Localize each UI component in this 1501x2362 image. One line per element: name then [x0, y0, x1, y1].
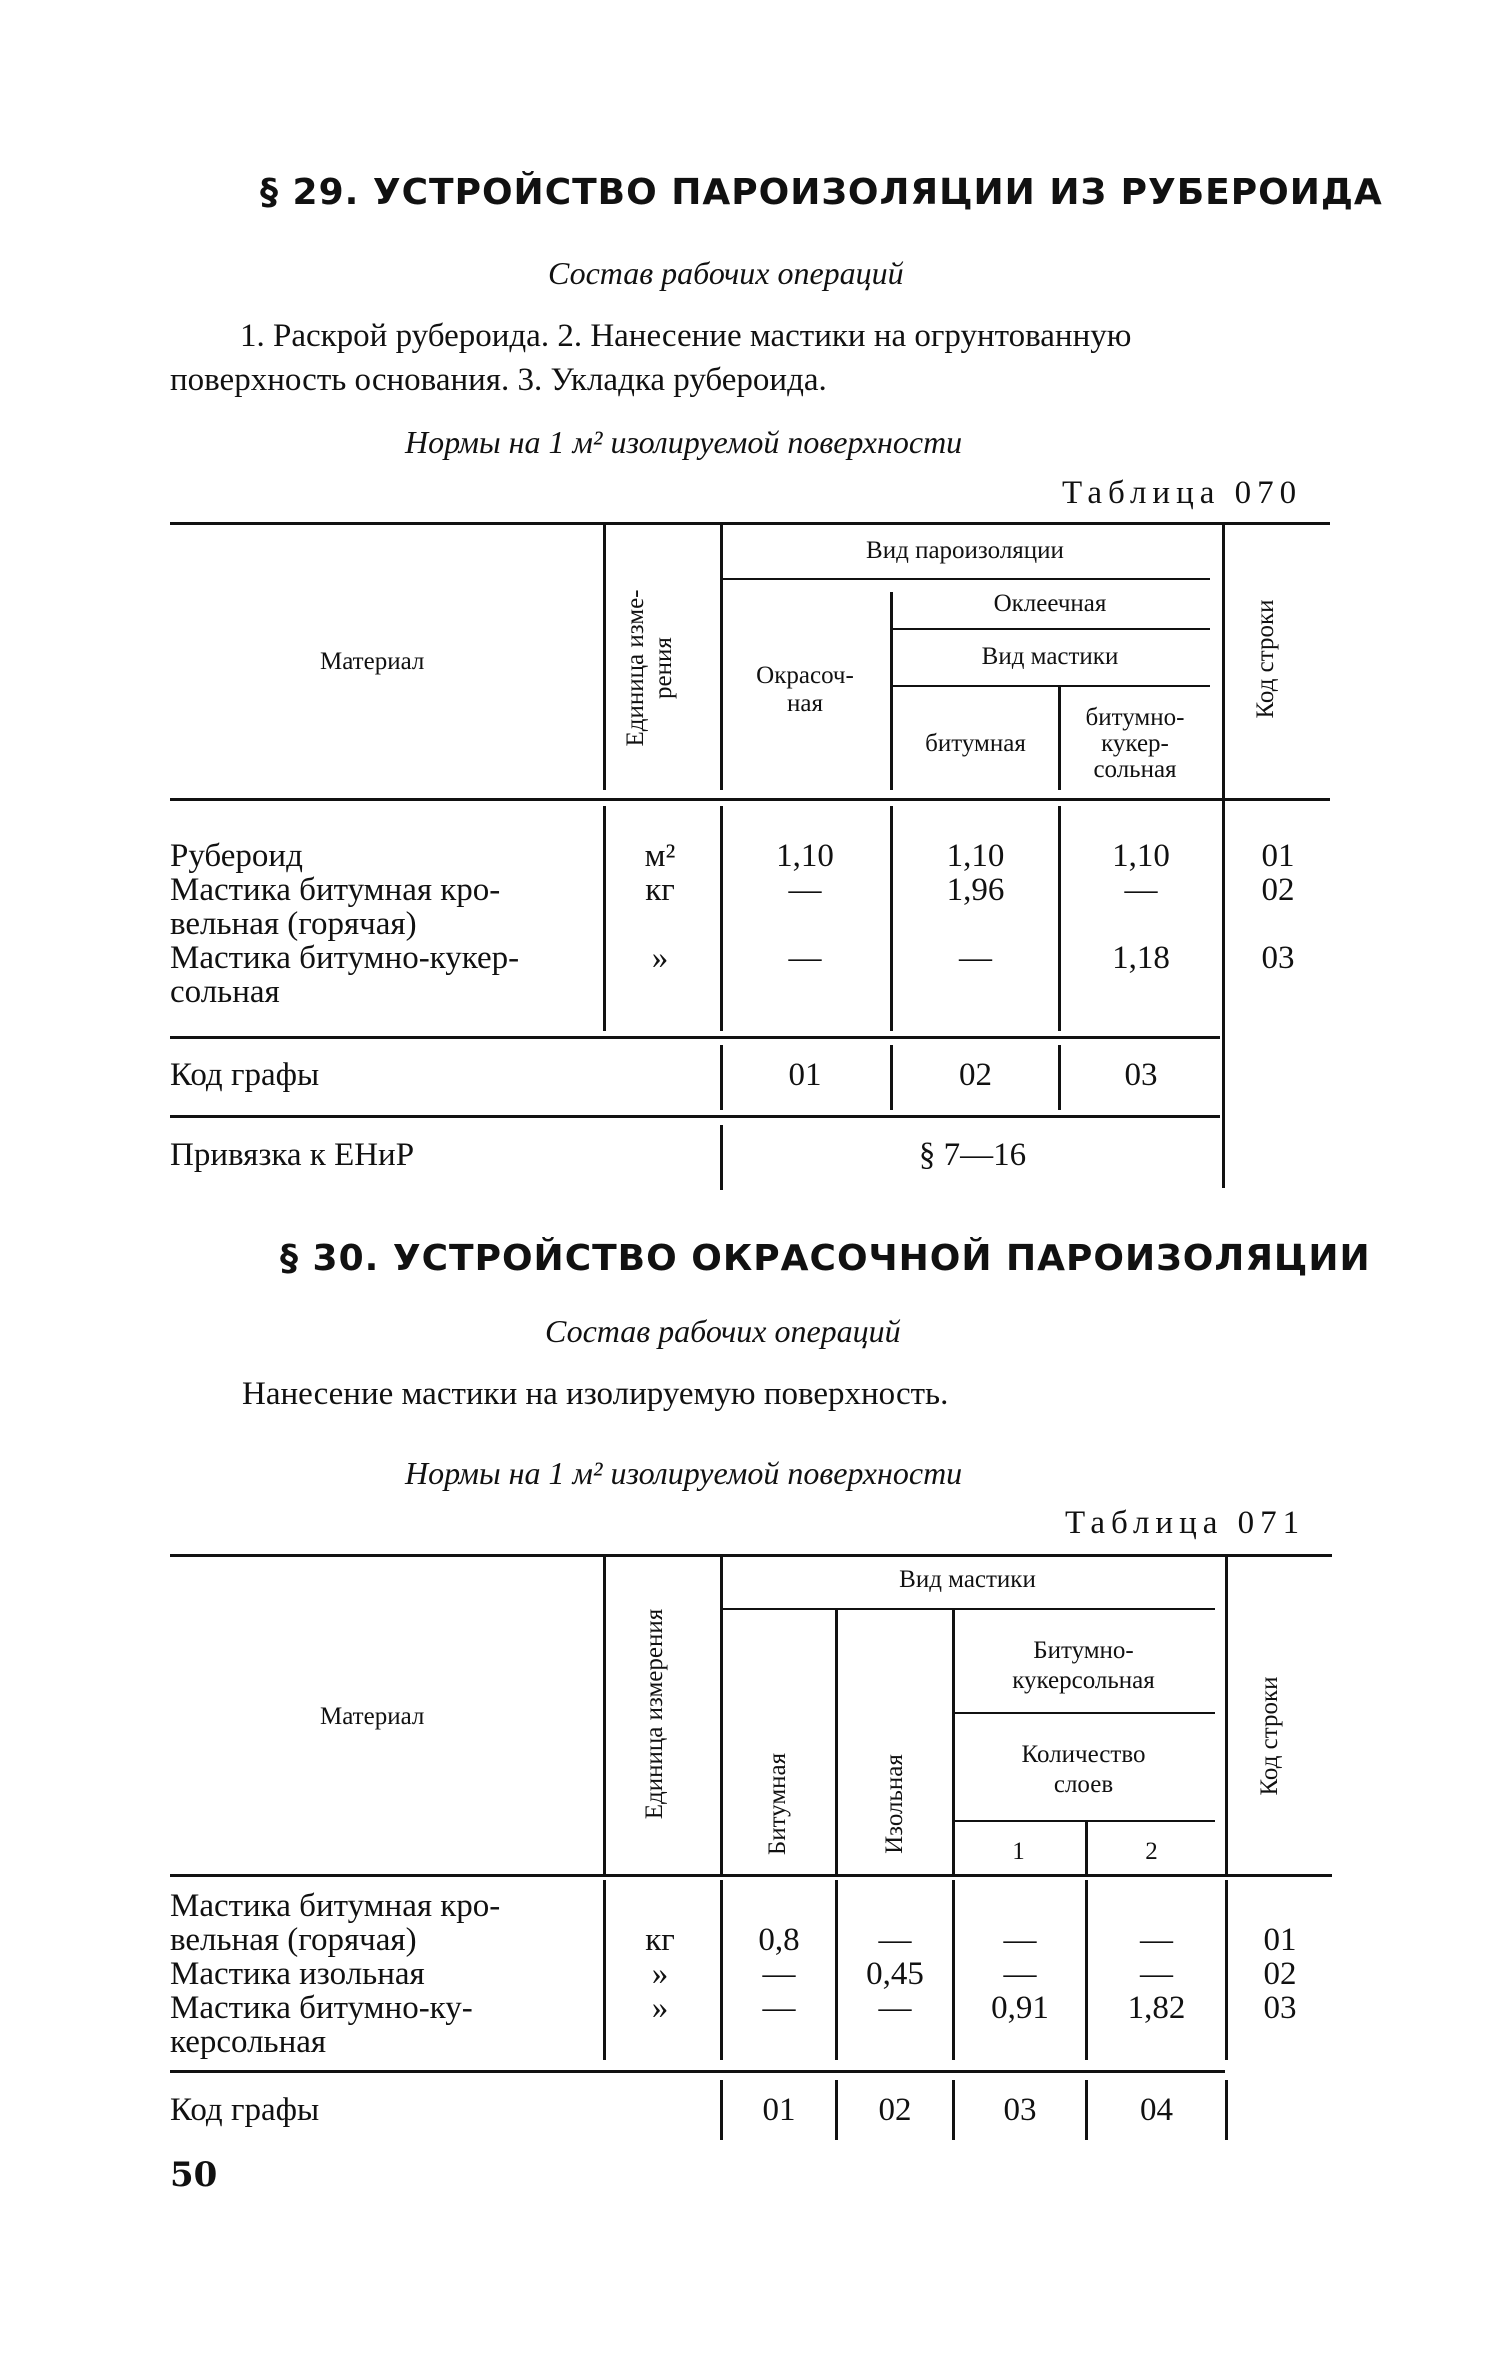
table-071-row-2-c1: —: [762, 1956, 796, 1992]
table-070-row-2-code: 02: [1261, 872, 1295, 908]
table-071-col-code-4: 04: [1140, 2092, 1173, 2128]
table-070-enir-value: § 7—16: [918, 1137, 1027, 1173]
table-071-row-3-material-cont: керсольная: [170, 2024, 327, 2060]
table-071-col-code-label: Код графы: [170, 2092, 320, 2128]
table-071-row-2-material: Мастика изольная: [170, 1956, 425, 1992]
table-070-row-2-c2: 1,96: [946, 872, 1005, 908]
table-071-row-1-material: Мастика битумная кро-: [170, 1888, 501, 1924]
table-071-row-2-unit: »: [651, 1956, 669, 1992]
table-071-header-code: Код строки: [1256, 1676, 1283, 1796]
table-070-row-2-c3: —: [1124, 872, 1158, 908]
table-071-col-code-1: 01: [762, 2092, 796, 2128]
table-071-header-layers: Количество слоев: [1021, 1741, 1146, 1798]
table-071-header-l1: 1: [1012, 1838, 1025, 1865]
page-number: 50: [170, 2155, 218, 2195]
table-071-row-3-unit: »: [651, 1990, 669, 2026]
table-070-row-2-material: Мастика битумная кро-: [170, 872, 501, 908]
section-30-title: § 30. УСТРОЙСТВО ОКРАСОЧНОЙ ПАРОИЗОЛЯЦИИ: [280, 1238, 1371, 1279]
table-070-row-3-material: Мастика битумно-кукер-: [170, 940, 520, 976]
table-071-row-2-c2: 0,45: [866, 1956, 924, 1992]
table-071-header-bitum: Битумная: [764, 1752, 791, 1856]
table-070-col-code-1: 01: [788, 1057, 822, 1093]
table-071-label: Таблица 071: [1065, 1505, 1306, 1541]
table-070-col-code-3: 03: [1124, 1057, 1158, 1093]
table-071-col-code-2: 02: [878, 2092, 912, 2128]
table-070-row-3-code: 03: [1261, 940, 1295, 976]
table-071-row-1-c2: —: [878, 1922, 912, 1958]
table-071-col-code-3: 03: [1003, 2092, 1037, 2128]
table-070-row-3-c2: —: [959, 940, 992, 976]
table-071-header-group: Вид мастики: [899, 1566, 1036, 1593]
table-071-header-bk: Битумно- кукерсольная: [1012, 1637, 1155, 1694]
table-070-row-2-material-cont: вельная (горячая): [170, 906, 417, 942]
table-071-header-izol: Изольная: [881, 1754, 908, 1854]
table-070-row-3-c3: 1,18: [1112, 940, 1170, 976]
table-071-row-1-material-cont: вельная (горячая): [170, 1922, 417, 1958]
table-070-header-bk: битумно- кукер- сольная: [1085, 704, 1185, 783]
table-070-col-code-label: Код графы: [170, 1057, 320, 1093]
section-30-norms: Нормы на 1 м² изолируемой поверхности: [405, 1455, 963, 1491]
table-070-label: Таблица 070: [1062, 475, 1303, 511]
table-070-row-1-unit: м²: [644, 838, 676, 874]
table-071-row-1-c1: 0,8: [758, 1922, 800, 1958]
table-071-row-3-material: Мастика битумно-ку-: [170, 1990, 473, 2026]
table-070-row-1-c1: 1,10: [776, 838, 834, 874]
table-071-row-1-unit: кг: [645, 1922, 675, 1958]
section-29-ops-heading: Состав рабочих операций: [548, 255, 904, 291]
table-071-row-2-c3: —: [1003, 1956, 1037, 1992]
section-29-ops-line2: поверхность основания. 3. Укладка рубероида.: [170, 362, 827, 398]
table-070-header-glued: Оклеечная: [993, 590, 1107, 617]
section-29-ops-line1: 1. Раскрой рубероида. 2. Нанесение мастики на огрунтованную: [240, 318, 1132, 354]
table-070-row-1-material: Рубероид: [170, 838, 303, 874]
table-071-header-unit: Единица измерения: [641, 1608, 668, 1820]
table-070-row-1-code: 01: [1261, 838, 1295, 874]
table-070-row-1-c2: 1,10: [946, 838, 1005, 874]
table-071-row-2-code: 02: [1263, 1956, 1297, 1992]
section-30-ops-line1: Нанесение мастики на изолируемую поверхность.: [242, 1376, 949, 1412]
table-071-row-3-c3: 0,91: [991, 1990, 1049, 2026]
table-071-row-2-c4: —: [1140, 1956, 1173, 1992]
table-071-row-3-c1: —: [762, 1990, 796, 2026]
table-070-header-code: Код строки: [1252, 599, 1279, 719]
section-29-title: § 29. УСТРОЙСТВО ПАРОИЗОЛЯЦИИ ИЗ РУБЕРОИДА: [260, 172, 1383, 213]
table-070-header-unit: Единица изме- рения: [622, 589, 677, 747]
table-070-row-1-c3: 1,10: [1112, 838, 1170, 874]
table-070-row-3-unit: »: [651, 940, 669, 976]
table-071-row-3-c4: 1,82: [1127, 1990, 1186, 2026]
table-071-header-l2: 2: [1145, 1838, 1158, 1865]
table-070-row-2-unit: кг: [645, 872, 675, 908]
table-070-col-code-2: 02: [959, 1057, 992, 1093]
table-070-header-group: Вид пароизоляции: [866, 537, 1064, 564]
section-29-norms: Нормы на 1 м² изолируемой поверхности: [405, 424, 963, 460]
table-070-header-material: Материал: [320, 648, 425, 675]
table-071-row-1-code: 01: [1263, 1922, 1297, 1958]
table-071-row-1-c4: —: [1140, 1922, 1173, 1958]
table-070-row-3-material-cont: сольная: [170, 974, 280, 1010]
table-071-row-3-c2: —: [878, 1990, 912, 2026]
table-070-row-2-c1: —: [788, 872, 822, 908]
table-071-header-material: Материал: [320, 1703, 425, 1730]
table-070-header-paint: Окрасоч- ная: [756, 662, 854, 717]
table-071-row-3-code: 03: [1263, 1990, 1297, 2026]
table-070-header-mastic-kind: Вид мастики: [981, 643, 1119, 670]
table-071-row-1-c3: —: [1003, 1922, 1037, 1958]
table-070-header-bitum: битумная: [925, 730, 1026, 757]
table-070-enir-label: Привязка к ЕНиР: [170, 1137, 415, 1173]
section-30-ops-heading: Состав рабочих операций: [545, 1313, 901, 1349]
table-070-row-3-c1: —: [788, 940, 822, 976]
